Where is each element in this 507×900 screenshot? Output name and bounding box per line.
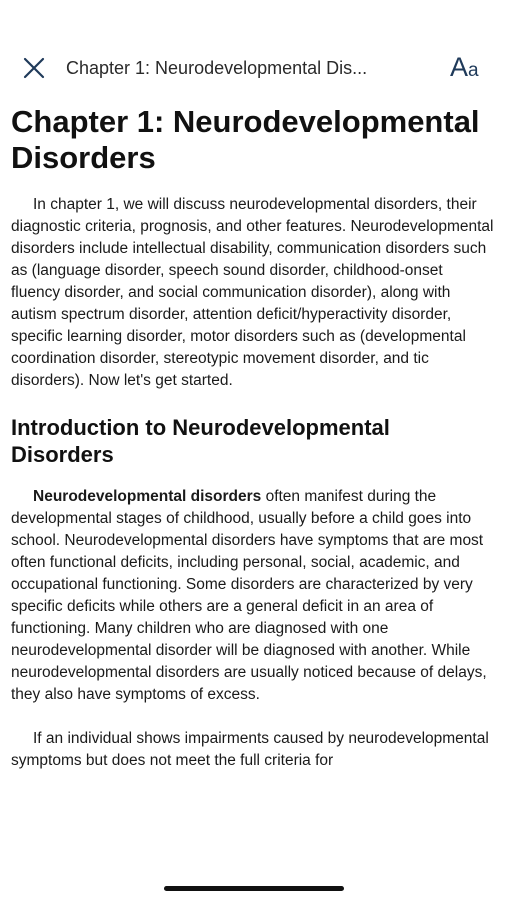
third-paragraph: If an individual shows impairments caused by neurodevelopmental symptoms but does not meet the full criteria for xyxy=(11,730,489,769)
section-paragraph-bold-term: Neurodevelopmental disorders xyxy=(33,488,262,505)
reader-content[interactable] xyxy=(11,104,495,848)
section-paragraph-text: often manifest during the developmental stages of childhood, usually before a child goes into school. Neurodevelopmental disorders have symptoms that are most often functional deficits, including personal, social, academic, and occupational functioning. Some disorders are characterized by very specific deficits while others are a general deficit in an area of functioning. Many children who are diagnosed with one neurodevelopmental disorder will be diagnosed with another. While neurodevelopmental disorders are usually noticed because of delays, they also have symptoms of excess. xyxy=(11,488,487,703)
chapter-title: Chapter 1: Neurodevelopmental Disorders xyxy=(11,104,480,175)
font-size-icon-large: A xyxy=(450,52,469,82)
close-icon xyxy=(23,57,45,79)
intro-paragraph: In chapter 1, we will discuss neurodevelopmental disorders, their diagnostic criteria, prognosis, and other features. Neurodevelopmental disorders include intellectual disability, communication disorders such as (language disorder, speech sound disorder, childhood-onset fluency disorder, and social communication disorder), along with autism spectrum disorder, attention deficit/hyperactivity disorder, specific learning disorder, motor disorders such as (developmental coordination disorder, stereotypic movement disorder, and tic disorders). Now let's get started. xyxy=(11,196,494,389)
font-settings-button[interactable] xyxy=(450,52,490,82)
section-title: Introduction to Neurodevelopmental Disorders xyxy=(11,415,390,467)
close-button[interactable] xyxy=(20,54,48,82)
section-paragraph xyxy=(11,486,495,706)
reader-toolbar xyxy=(0,44,507,92)
chapter-header-title: Chapter 1: Neurodevelopmental Dis... xyxy=(66,58,368,78)
font-size-icon-small: a xyxy=(468,60,479,81)
home-indicator[interactable] xyxy=(164,886,344,891)
